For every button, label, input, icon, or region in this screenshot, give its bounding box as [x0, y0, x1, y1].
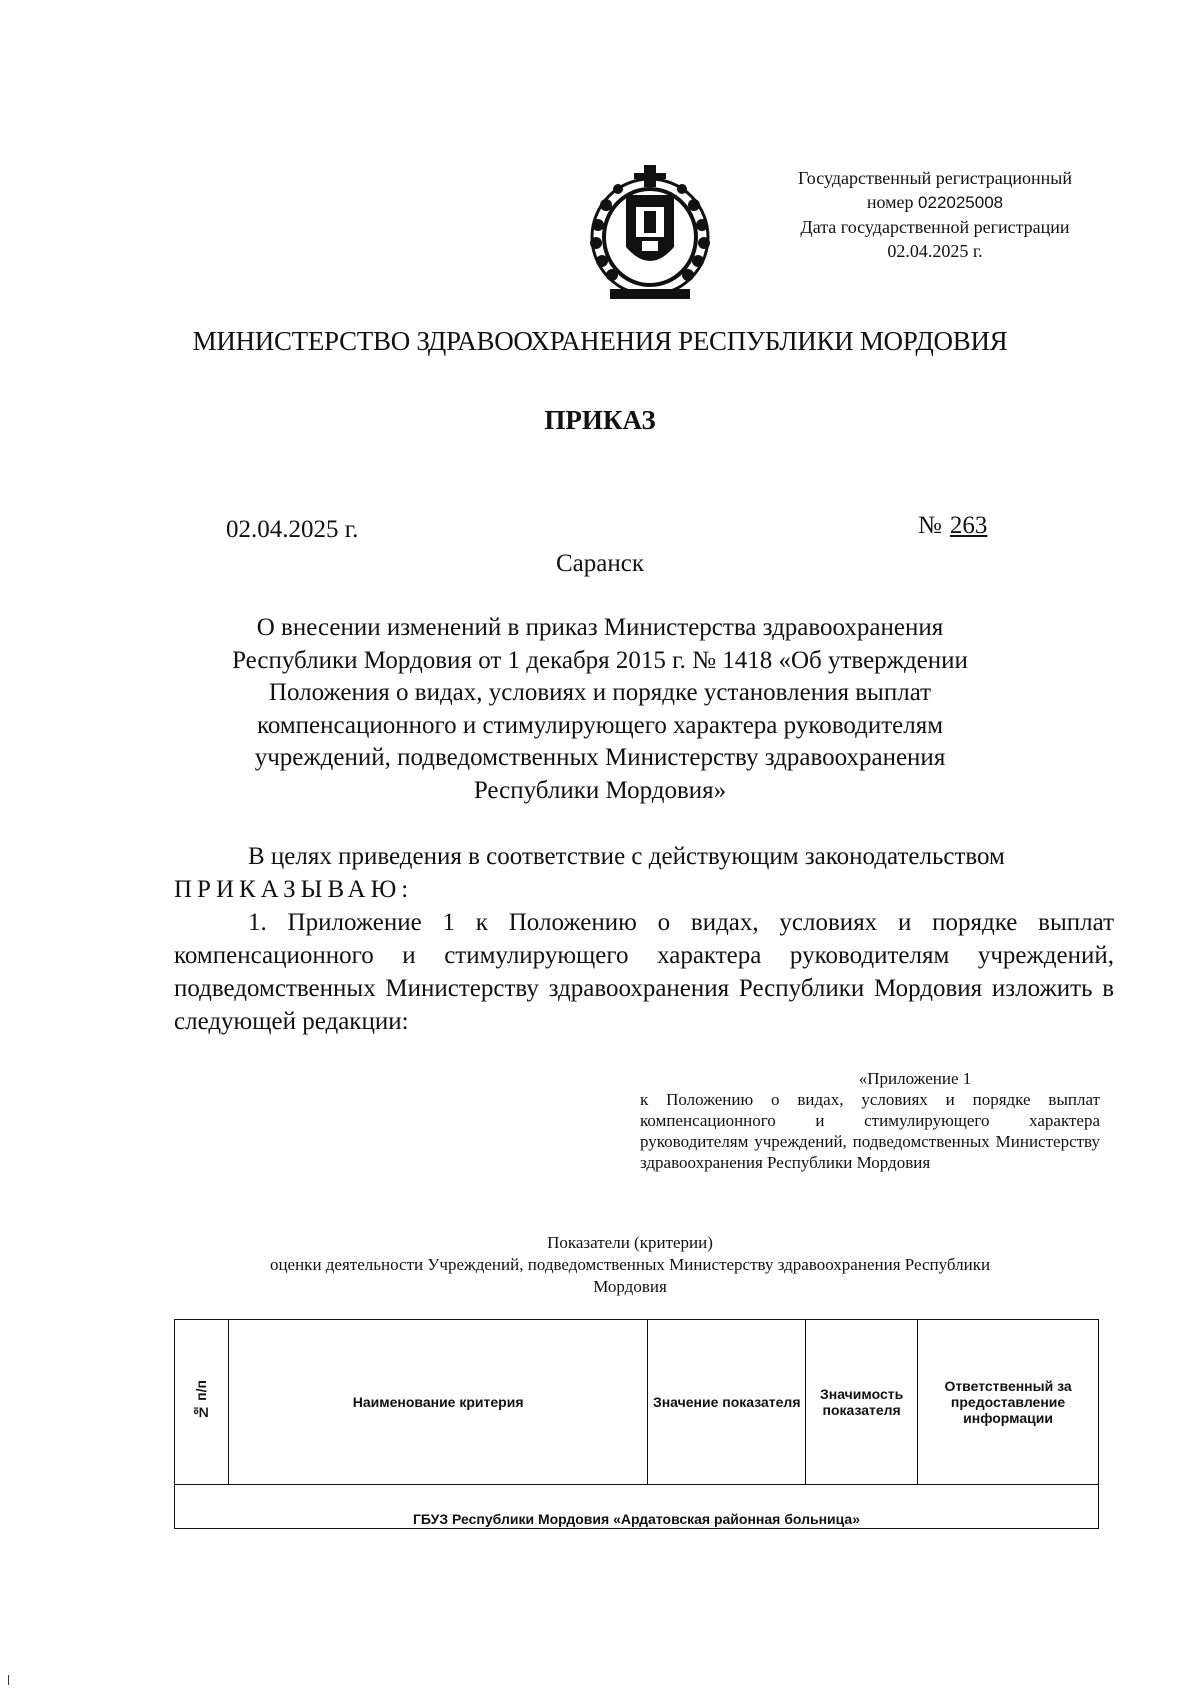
city: Саранск — [556, 550, 644, 577]
order-body — [174, 840, 1114, 1038]
subject-line: Положения о видах, условиях и порядке установления выплат — [268, 679, 932, 706]
appendix-title: «Приложение 1 — [858, 1069, 972, 1088]
header-responsible: Ответственный за предоставление информации — [918, 1320, 1099, 1485]
subject-line: Республики Мордовия от 1 декабря 2015 г. № 1418 «Об утверждении — [232, 646, 968, 674]
registration-number: 022025008 — [918, 193, 1004, 212]
order-number-label: № — [918, 512, 942, 539]
section-row-title: ГБУЗ Республики Мордовия «Ардатовская районная больница» — [175, 1485, 1099, 1529]
criteria-table — [174, 1319, 1099, 1529]
subject-line: О внесении изменений в приказ Министерства здравоохранения — [256, 614, 944, 641]
criteria-title-line: Показатели (критерии) — [547, 1233, 713, 1252]
registration-date-label: Дата государственной регистрации — [800, 217, 1070, 237]
criteria-title-line: Мордовия — [593, 1277, 667, 1296]
order-word: ПРИКАЗЫВАЮ: — [174, 876, 414, 903]
subject-line: компенсационного и стимулирующего характера руководителям — [256, 711, 944, 739]
header-number — [175, 1320, 229, 1485]
order-date: 02.04.2025 г. — [226, 516, 359, 543]
subject-line: Республики Мордовия» — [473, 776, 727, 804]
registration-number-label: номер — [866, 192, 914, 212]
registration-line: Государственный регистрационный — [797, 168, 1073, 188]
table-header-row — [175, 1320, 1099, 1485]
appendix-text: к Положению о видах, условиях и порядке выплат компенсационного и стимулирующего характера руководителям учреждений, подведомственных Министерству здравоохранения Республики Мордовия — [640, 1090, 1100, 1172]
document-type: ПРИКАЗ — [544, 405, 656, 435]
ministry-name: МИНИСТЕРСТВО ЗДРАВООХРАНЕНИЯ РЕСПУБЛИКИ МОРДОВИЯ — [192, 326, 1008, 356]
order-number-value: 263 — [949, 512, 988, 539]
criteria-title-line: оценки деятельности Учреждений, подведомственных Министерству здравоохранения Республики — [269, 1255, 991, 1274]
scan-mark — [8, 1675, 9, 1685]
criteria-title — [180, 1232, 1080, 1298]
registration-number-line — [770, 190, 1100, 215]
header-indicator-value: Значение показателя — [648, 1320, 806, 1485]
header-criterion-name: Наименование критерия — [228, 1320, 647, 1485]
table-row — [175, 1485, 1099, 1529]
registration-block — [770, 166, 1100, 263]
appendix-heading — [640, 1068, 1100, 1173]
subject-line: учреждений, подведомственных Министерству здравоохранения — [254, 744, 946, 771]
body-intro: В целях приведения в соответствие с действующим законодательством — [248, 843, 1005, 870]
header-indicator-weight: Значимость показателя — [806, 1320, 918, 1485]
header-number-text: № п/п — [193, 1380, 210, 1421]
registration-date: 02.04.2025 г. — [887, 241, 983, 261]
order-number — [918, 512, 1042, 540]
body-item-1: 1. Приложение 1 к Положению о видах, условиях и порядке выплат компенсационного и стимулирующего характера руководителям учреждений, подведомственных Министерству здравоохранения Республики Мордовия изложить в следующей редакции: — [174, 909, 1114, 1035]
coat-of-arms-emblem — [586, 165, 714, 300]
order-subject — [180, 612, 1020, 807]
